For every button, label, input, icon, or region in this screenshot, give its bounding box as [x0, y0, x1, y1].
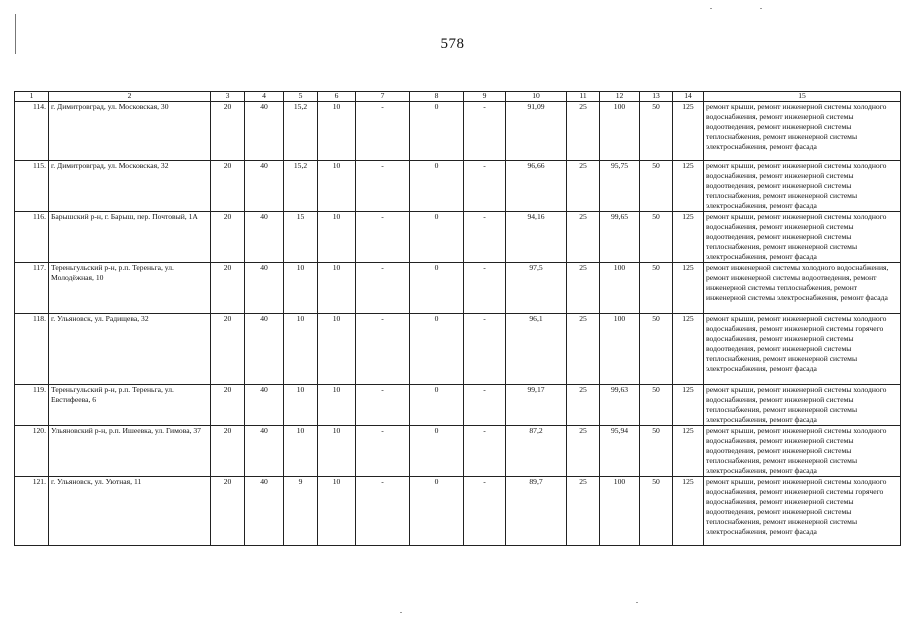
table-row [15, 102, 901, 161]
value-cell: 9 [284, 477, 318, 546]
value-cell: 99,63 [600, 385, 640, 426]
value-cell: - [464, 263, 506, 314]
value-cell: 125 [673, 161, 704, 212]
value-cell: 10 [318, 161, 356, 212]
works-cell: ремонт крыши, ремонт инженерной системы холодного водоснабжения, ремонт инженерной системы водоотведения, ремонт инженерной системы теплоснабжения, ремонт инженерной системы электроснабжения, ремонт фасада [704, 426, 901, 477]
value-cell: 40 [245, 161, 284, 212]
value-cell: 10 [318, 314, 356, 385]
address-cell: г. Ульяновск, ул. Уютная, 11 [49, 477, 211, 546]
address-cell: г. Димитровград, ул. Московская, 32 [49, 161, 211, 212]
column-header: 6 [318, 92, 356, 102]
value-cell: 91,09 [506, 102, 567, 161]
value-cell: 95,94 [600, 426, 640, 477]
value-cell: 10 [284, 385, 318, 426]
value-cell: 10 [318, 212, 356, 263]
table-row [15, 385, 901, 426]
value-cell: 95,75 [600, 161, 640, 212]
value-cell: 0 [410, 314, 464, 385]
value-cell: 10 [318, 102, 356, 161]
works-cell: ремонт крыши, ремонт инженерной системы холодного водоснабжения, ремонт инженерной системы горячего водоснабжения, ремонт инженерной системы водоотведения, ремонт инженерной системы теплоснабжения, ремонт инженерной системы электроснабжения, ремонт фасада [704, 314, 901, 385]
scan-speck [710, 8, 712, 9]
value-cell: 50 [640, 477, 673, 546]
value-cell: 0 [410, 212, 464, 263]
column-header: 13 [640, 92, 673, 102]
column-header: 14 [673, 92, 704, 102]
address-cell: Тереньгульский р-н, р.п. Тереньга, ул. Евстифеева, 6 [49, 385, 211, 426]
value-cell: 97,5 [506, 263, 567, 314]
value-cell: 125 [673, 314, 704, 385]
value-cell: 40 [245, 426, 284, 477]
column-header: 1 [15, 92, 49, 102]
scan-speck [760, 8, 762, 9]
value-cell: 15 [284, 212, 318, 263]
table-row [15, 212, 901, 263]
value-cell: - [356, 161, 410, 212]
value-cell: 50 [640, 102, 673, 161]
value-cell: - [464, 314, 506, 385]
value-cell: 10 [318, 426, 356, 477]
value-cell: - [356, 385, 410, 426]
value-cell: 125 [673, 426, 704, 477]
value-cell: 40 [245, 102, 284, 161]
value-cell: 99,65 [600, 212, 640, 263]
address-cell: Ульяновский р-н, р.п. Ишеевка, ул. Гимова, 37 [49, 426, 211, 477]
table-row [15, 314, 901, 385]
value-cell: 25 [567, 161, 600, 212]
value-cell: - [464, 102, 506, 161]
value-cell: 20 [211, 426, 245, 477]
value-cell: 0 [410, 477, 464, 546]
works-cell: ремонт крыши, ремонт инженерной системы холодного водоснабжения, ремонт инженерной системы теплоснабжения, ремонт инженерной системы электроснабжения, ремонт фасада [704, 385, 901, 426]
value-cell: 20 [211, 314, 245, 385]
scan-speck [636, 602, 638, 603]
value-cell: 0 [410, 161, 464, 212]
value-cell: 100 [600, 102, 640, 161]
value-cell: 0 [410, 426, 464, 477]
row-number: 117. [15, 263, 49, 314]
address-cell: Тереньгульский р-н, р.п. Тереньга, ул. Молодёжная, 10 [49, 263, 211, 314]
value-cell: - [356, 426, 410, 477]
value-cell: 20 [211, 102, 245, 161]
value-cell: 25 [567, 477, 600, 546]
row-number: 118. [15, 314, 49, 385]
column-header: 10 [506, 92, 567, 102]
value-cell: 10 [284, 426, 318, 477]
works-cell: ремонт крыши, ремонт инженерной системы холодного водоснабжения, ремонт инженерной системы водоотведения, ремонт инженерной системы теплоснабжения, ремонт инженерной системы электроснабжения, ремонт фасада [704, 212, 901, 263]
works-cell: ремонт крыши, ремонт инженерной системы холодного водоснабжения, ремонт инженерной системы водоотведения, ремонт инженерной системы теплоснабжения, ремонт инженерной системы электроснабжения, ремонт фасада [704, 161, 901, 212]
value-cell: 96,66 [506, 161, 567, 212]
value-cell: - [356, 263, 410, 314]
value-cell: 40 [245, 263, 284, 314]
header-row [15, 92, 901, 102]
column-header: 7 [356, 92, 410, 102]
row-number: 114. [15, 102, 49, 161]
value-cell: - [356, 212, 410, 263]
row-number: 119. [15, 385, 49, 426]
row-number: 121. [15, 477, 49, 546]
value-cell: 125 [673, 477, 704, 546]
address-cell: г. Ульяновск, ул. Радищева, 32 [49, 314, 211, 385]
column-header: 9 [464, 92, 506, 102]
row-number: 120. [15, 426, 49, 477]
value-cell: 40 [245, 477, 284, 546]
value-cell: 125 [673, 102, 704, 161]
value-cell: 87,2 [506, 426, 567, 477]
table-row [15, 161, 901, 212]
value-cell: 20 [211, 212, 245, 263]
value-cell: 50 [640, 161, 673, 212]
value-cell: 50 [640, 385, 673, 426]
value-cell: 25 [567, 426, 600, 477]
column-header: 12 [600, 92, 640, 102]
column-header: 11 [567, 92, 600, 102]
address-cell: Барышский р-н, г. Барыш, пер. Почтовый, 1А [49, 212, 211, 263]
column-header: 4 [245, 92, 284, 102]
value-cell: - [464, 426, 506, 477]
value-cell: 15,2 [284, 161, 318, 212]
works-cell: ремонт инженерной системы холодного водоснабжения, ремонт инженерной системы водоотведения, ремонт инженерной системы теплоснабжения, ремонт инженерной системы электроснабжения, ремонт фасада [704, 263, 901, 314]
value-cell: - [464, 385, 506, 426]
column-header: 15 [704, 92, 901, 102]
value-cell: 96,1 [506, 314, 567, 385]
column-header: 2 [49, 92, 211, 102]
value-cell: - [356, 477, 410, 546]
value-cell: 40 [245, 314, 284, 385]
value-cell: 25 [567, 212, 600, 263]
value-cell: - [356, 102, 410, 161]
works-cell: ремонт крыши, ремонт инженерной системы холодного водоснабжения, ремонт инженерной системы горячего водоснабжения, ремонт инженерной системы водоотведения, ремонт инженерной системы теплоснабжения, ремонт инженерной системы электроснабжения, ремонт фасада [704, 477, 901, 546]
value-cell: 10 [318, 263, 356, 314]
value-cell: 25 [567, 263, 600, 314]
value-cell: 99,17 [506, 385, 567, 426]
value-cell: 40 [245, 385, 284, 426]
column-header: 3 [211, 92, 245, 102]
value-cell: 0 [410, 102, 464, 161]
page-number: 578 [440, 36, 465, 52]
value-cell: 20 [211, 161, 245, 212]
value-cell: 40 [245, 212, 284, 263]
registry-table [14, 91, 901, 546]
value-cell: - [464, 212, 506, 263]
value-cell: 25 [567, 102, 600, 161]
value-cell: 15,2 [284, 102, 318, 161]
value-cell: - [464, 161, 506, 212]
row-number: 115. [15, 161, 49, 212]
value-cell: 0 [410, 263, 464, 314]
value-cell: 125 [673, 385, 704, 426]
table-row [15, 477, 901, 546]
value-cell: 20 [211, 477, 245, 546]
value-cell: 100 [600, 314, 640, 385]
value-cell: 10 [318, 385, 356, 426]
table-row [15, 426, 901, 477]
value-cell: - [356, 314, 410, 385]
value-cell: 20 [211, 385, 245, 426]
column-header: 8 [410, 92, 464, 102]
value-cell: 50 [640, 426, 673, 477]
row-number: 116. [15, 212, 49, 263]
value-cell: 100 [600, 477, 640, 546]
value-cell: 50 [640, 314, 673, 385]
value-cell: 20 [211, 263, 245, 314]
works-cell: ремонт крыши, ремонт инженерной системы холодного водоснабжения, ремонт инженерной системы водоотведения, ремонт инженерной системы теплоснабжения, ремонт инженерной системы электроснабжения, ремонт фасада [704, 102, 901, 161]
value-cell: 50 [640, 263, 673, 314]
value-cell: 94,16 [506, 212, 567, 263]
value-cell: 100 [600, 263, 640, 314]
value-cell: 10 [284, 263, 318, 314]
value-cell: 50 [640, 212, 673, 263]
value-cell: 10 [318, 477, 356, 546]
column-header: 5 [284, 92, 318, 102]
value-cell: 10 [284, 314, 318, 385]
value-cell: 89,7 [506, 477, 567, 546]
value-cell: 25 [567, 314, 600, 385]
value-cell: 25 [567, 385, 600, 426]
table-row [15, 263, 901, 314]
value-cell: 125 [673, 263, 704, 314]
value-cell: - [464, 477, 506, 546]
address-cell: г. Димитровград, ул. Московская, 30 [49, 102, 211, 161]
scan-speck [400, 612, 402, 613]
value-cell: 125 [673, 212, 704, 263]
value-cell: 0 [410, 385, 464, 426]
